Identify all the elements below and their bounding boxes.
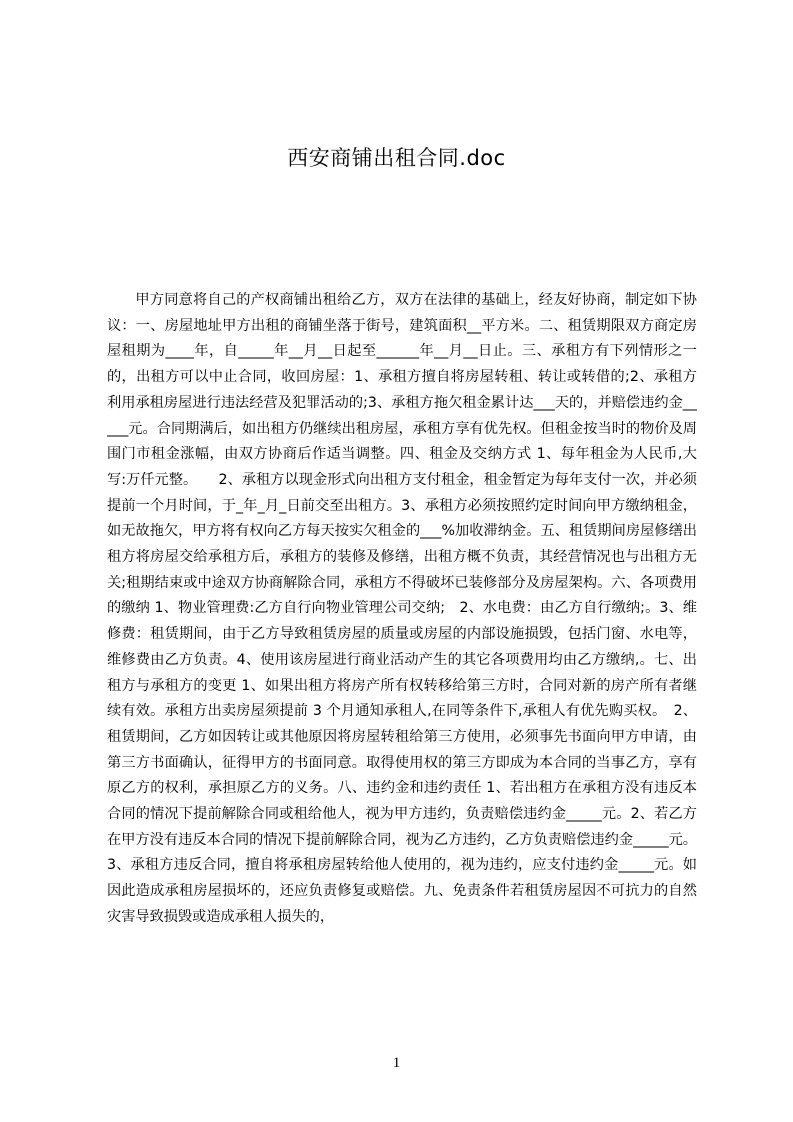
page-number: 1	[392, 1055, 401, 1071]
document-title: 西安商铺出租合同.doc	[287, 146, 506, 170]
contract-body-paragraph: 甲方同意将自己的产权商铺出租给乙方，双方在法律的基础上，经友好协商，制定如下协议：一、房屋地址甲方出租的商铺坐落于街号，建筑面积__平方米。二、租赁期限双方商定房屋租期为____年，自_____年__月__日起至______年__月__日止。三、承租方有下列情形之一的，出租方可以中止合同，收回房屋：1、承租方擅自将房屋转租、转让或转借的;2、承租方利用承租房屋进行违法经营及犯罪活动的;3、承租方拖欠租金累计达___天的，并赔偿违约金_____元。合同期满后，如出租方仍继续出租房屋，承租方享有优先权。但租金按当时的物价及周围门市租金涨幅，由双方协商后作适当调整。四、租金及交纳方式 1、每年租金为人民币,大写:万仟元整。 2、承租方以现金形式向出租方支付租金，租金暂定为每年支付一次，并必须提前一个月时间，于_年_月_日前交至出租方。3、承租方必须按照约定时间向甲方缴纳租金，如无故拖欠，甲方将有权向乙方每天按实欠租金的___%加收滞纳金。五、租赁期间房屋修缮出租方将房屋交给承租方后，承租方的装修及修缮，出租方概不负责，其经营情况也与出租方无关;租期结束或中途双方协商解除合同，承租方不得破坏已装修部分及房屋架构。六、各项费用的缴纳 1、物业管理费:乙方自行向物业管理公司交纳; 2、水电费：由乙方自行缴纳;。3、维修费：租赁期间，由于乙方导致租赁房屋的质量或房屋的内部设施损毁，包括门窗、水电等，维修费由乙方负责。4、使用该房屋进行商业活动产生的其它各项费用均由乙方缴纳,。七、出租方与承租方的变更 1、如果出租方将房产所有权转移给第三方时，合同对新的房产所有者继续有效。承租方出卖房屋须提前 3 个月通知承租人,在同等条件下,承租人有优先购买权。 2、租赁期间，乙方如因转让或其他原因将房屋转租给第三方使用，必须事先书面向甲方申请，由第三方书面确认，征得甲方的书面同意。取得使用权的第三方即成为本合同的当事乙方，享有原乙方的权利，承担原乙方的义务。八、违约金和违约责任 1、若出租方在承租方没有违反本合同的情况下提前解除合同或租给他人，视为甲方违约，负责赔偿违约金_____元。2、若乙方在甲方没有违反本合同的情况下提前解除合同，视为乙方违约，乙方负责赔偿违约金_____元。3、承租方违反合同，擅自将承租房屋转给他人使用的，视为违约，应支付违约金_____元。如因此造成承租房屋损坏的，还应负责修复或赔偿。九、免责条件若租赁房屋因不可抗力的自然灾害导致损毁或造成承租人损失的，	[107, 292, 697, 925]
